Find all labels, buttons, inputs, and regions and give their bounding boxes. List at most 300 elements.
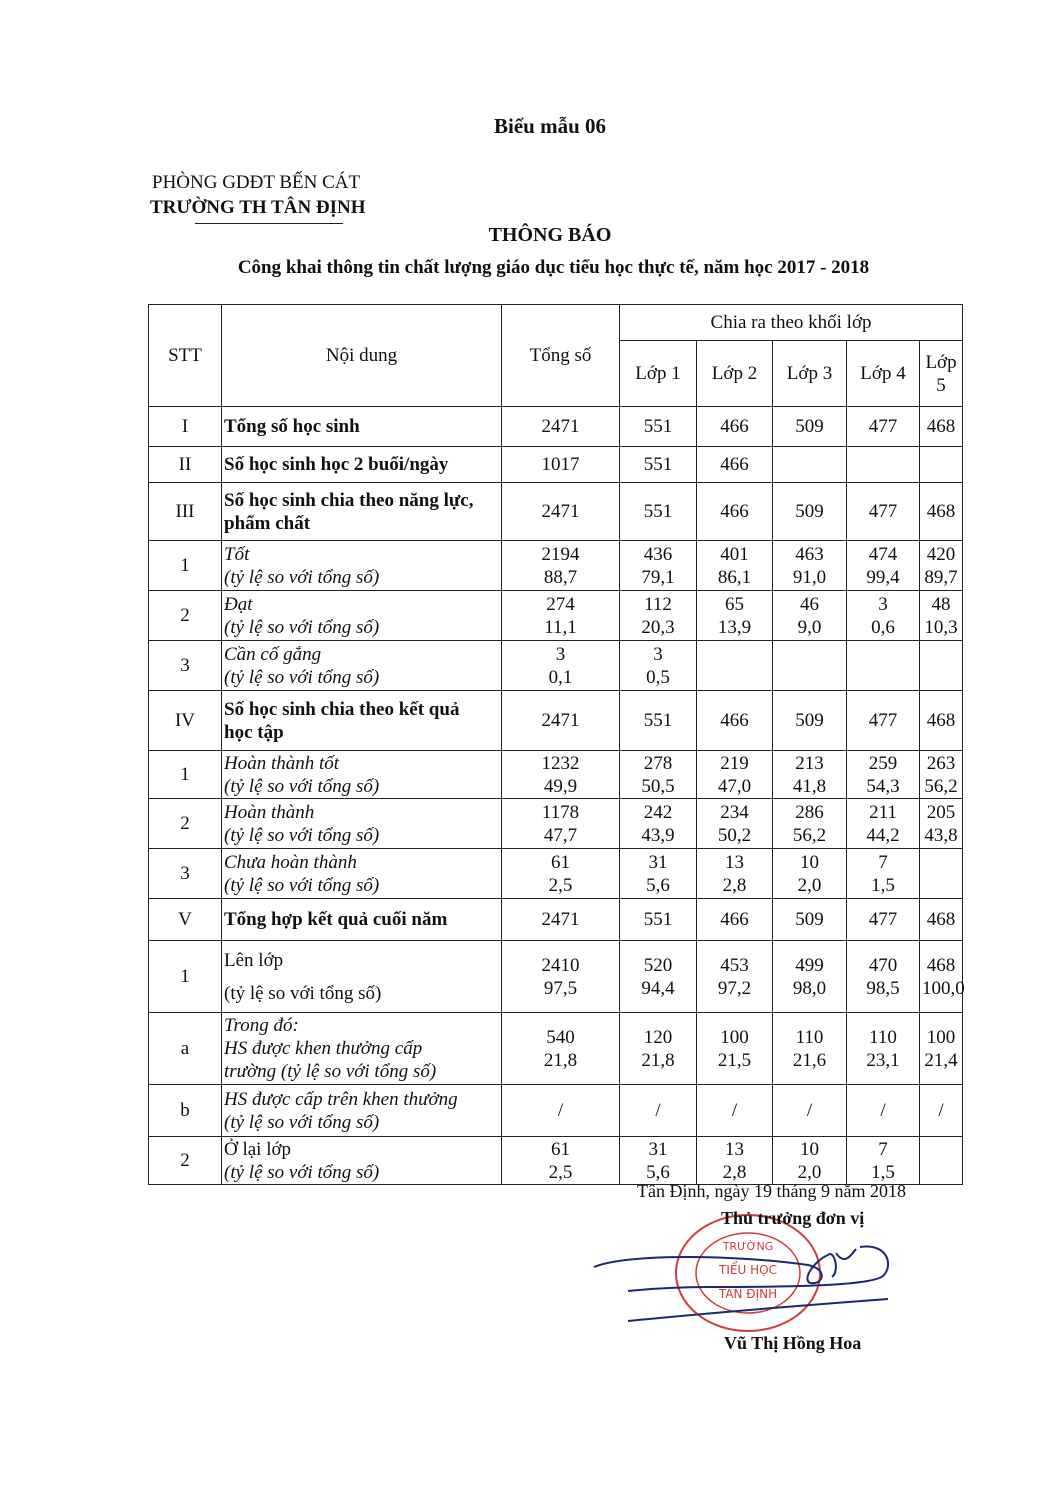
table-row <box>149 641 963 691</box>
value-count: 509 <box>795 501 824 522</box>
value-count: 477 <box>868 501 898 522</box>
value-percent: 21,8 <box>543 1049 578 1071</box>
value-count: 1232 <box>541 752 580 774</box>
cell-total <box>502 591 620 641</box>
value-percent: 0,1 <box>548 666 573 688</box>
cell-grade-3 <box>773 941 847 1013</box>
cell-stt: IV <box>149 691 222 751</box>
content-line: Chưa hoàn thành <box>224 851 357 873</box>
content-line: Tốt <box>224 543 250 565</box>
value-count: 520 <box>643 954 673 976</box>
value-percent: 44,2 <box>866 824 900 846</box>
content-line: học tập <box>224 721 284 743</box>
cell-grade-4 <box>847 591 920 641</box>
value-percent: 21,6 <box>792 1049 827 1071</box>
content-line: Số học sinh chia theo năng lực, <box>224 489 474 511</box>
cell-grade-2 <box>697 899 773 941</box>
value-percent: 2,5 <box>548 1161 573 1183</box>
value-count: 61 <box>551 851 570 873</box>
value-count: 466 <box>720 416 749 437</box>
cell-total <box>502 1085 620 1137</box>
value-percent: 98,5 <box>866 977 900 999</box>
stamp-line-1: TRƯỜNG <box>722 1240 774 1253</box>
value-count: 470 <box>868 954 898 976</box>
value-count: 3 <box>555 643 566 665</box>
cell-stt: III <box>149 483 222 541</box>
value-count: 540 <box>546 1026 575 1048</box>
content-line: Đạt <box>224 593 253 615</box>
cell-grade-2 <box>697 849 773 899</box>
cell-content <box>222 849 502 899</box>
value-count: 551 <box>643 501 673 522</box>
value-count: 477 <box>868 909 898 930</box>
table-body <box>149 407 963 1185</box>
cell-total <box>502 641 620 691</box>
value-count: 551 <box>643 710 673 731</box>
value-percent: 50,5 <box>641 775 675 797</box>
value-percent: 2,8 <box>722 1161 747 1183</box>
cell-grade-3 <box>773 407 847 447</box>
value-percent: 97,2 <box>717 977 752 999</box>
value-count: 551 <box>643 454 673 475</box>
value-count: 31 <box>648 1138 668 1160</box>
value-count: 3 <box>878 593 888 615</box>
cell-grade-5 <box>920 1013 963 1085</box>
cell-grade-2 <box>697 1137 773 1185</box>
value-percent: 0,6 <box>871 616 895 638</box>
value-percent: 1,5 <box>871 1161 895 1183</box>
content-line: (tỷ lệ so với tổng số) <box>224 982 382 1004</box>
value-percent: 20,3 <box>641 616 675 638</box>
content-line: Số học sinh học 2 buổi/ngày <box>224 454 449 475</box>
cell-stt: 3 <box>149 641 222 691</box>
cell-grade-3 <box>773 1085 847 1137</box>
cell-grade-4 <box>847 1137 920 1185</box>
cell-content <box>222 407 502 447</box>
cell-grade-5 <box>920 447 963 483</box>
value-count: 468 <box>926 416 956 437</box>
value-percent: 50,2 <box>717 824 752 846</box>
content-line: (tỷ lệ so với tổng số) <box>224 1161 380 1183</box>
value-count: 2471 <box>541 501 580 522</box>
value-percent: 100,0 <box>922 977 965 999</box>
cell-grade-2 <box>697 1085 773 1137</box>
cell-grade-3 <box>773 849 847 899</box>
value-percent: 2,5 <box>548 874 573 896</box>
cell-total <box>502 407 620 447</box>
value-count: 110 <box>869 1026 897 1048</box>
cell-grade-1 <box>620 447 697 483</box>
value-percent: 10,3 <box>924 616 958 638</box>
table-row <box>149 849 963 899</box>
cell-grade-5 <box>920 591 963 641</box>
cell-grade-5 <box>920 407 963 447</box>
cell-grade-5 <box>920 641 963 691</box>
cell-grade-3 <box>773 483 847 541</box>
value-count: 100 <box>926 1026 956 1048</box>
content-line: trường (tỷ lệ so với tổng số) <box>224 1061 437 1082</box>
cell-grade-4 <box>847 483 920 541</box>
value-percent: 5,6 <box>646 874 670 896</box>
value-count: 436 <box>643 543 673 565</box>
cell-content <box>222 1137 502 1185</box>
content-line: Trong đó: <box>224 1015 299 1036</box>
value-percent: 21,5 <box>717 1049 752 1071</box>
cell-grade-4 <box>847 407 920 447</box>
signer-title: Thủ trưởng đơn vị <box>721 1208 865 1228</box>
cell-total <box>502 541 620 591</box>
cell-grade-5 <box>920 849 963 899</box>
cell-grade-1 <box>620 541 697 591</box>
value-count: 10 <box>800 1138 819 1160</box>
value-percent: 5,6 <box>646 1161 670 1183</box>
value-count: 509 <box>795 909 824 930</box>
content-line: Tổng số học sinh <box>224 416 360 437</box>
notice-subtitle: Công khai thông tin chất lượng giáo dục tiểu học thực tế, năm học 2017 - 2018 <box>237 257 870 278</box>
cell-total <box>502 691 620 751</box>
cell-stt: I <box>149 407 222 447</box>
value-count: 2471 <box>541 909 580 930</box>
value-count: 263 <box>926 752 956 774</box>
table-row <box>149 407 963 447</box>
value-percent: 9,0 <box>797 616 822 638</box>
cell-grade-5 <box>920 941 963 1013</box>
content-line: phẩm chất <box>224 512 311 534</box>
cell-grade-5 <box>920 1085 963 1137</box>
value-count: 499 <box>795 954 824 976</box>
table-row <box>149 541 963 591</box>
value-percent: 79,1 <box>641 566 675 588</box>
cell-grade-2 <box>697 799 773 849</box>
table-row <box>149 691 963 751</box>
value-count: / <box>557 1100 564 1121</box>
cell-total <box>502 941 620 1013</box>
cell-grade-2 <box>697 541 773 591</box>
cell-grade-3 <box>773 1013 847 1085</box>
value-count: 46 <box>800 593 819 615</box>
form-label: Biểu mẫu 06 <box>493 114 606 138</box>
cell-grade-4 <box>847 691 920 751</box>
cell-grade-1 <box>620 1137 697 1185</box>
value-count: 7 <box>878 1138 888 1160</box>
value-percent: 94,4 <box>641 977 675 999</box>
value-count: 2471 <box>541 416 580 437</box>
cell-grade-2 <box>697 941 773 1013</box>
value-percent: 41,8 <box>792 775 827 797</box>
value-count: 13 <box>725 1138 744 1160</box>
cell-grade-2 <box>697 641 773 691</box>
cell-grade-4 <box>847 941 920 1013</box>
table-row <box>149 447 963 483</box>
cell-grade-1 <box>620 641 697 691</box>
value-count: 65 <box>725 593 744 615</box>
header-total: Tổng số <box>502 305 620 407</box>
value-percent: 91,0 <box>792 566 827 588</box>
cell-grade-4 <box>847 849 920 899</box>
content-line: (tỷ lệ so với tổng số) <box>224 616 380 638</box>
content-line: (tỷ lệ so với tổng số) <box>224 1111 380 1133</box>
cell-grade-4 <box>847 1013 920 1085</box>
content-line: HS được cấp trên khen thưởng <box>224 1088 458 1110</box>
value-count: 474 <box>868 543 898 565</box>
value-percent: 43,9 <box>641 824 675 846</box>
value-count: 2194 <box>541 543 580 565</box>
cell-stt: 2 <box>149 1137 222 1185</box>
value-count: 100 <box>720 1026 749 1048</box>
value-percent: 98,0 <box>792 977 827 999</box>
content-line: Lên lớp <box>224 949 284 971</box>
value-count: 234 <box>720 801 749 823</box>
cell-grade-3 <box>773 447 847 483</box>
cell-grade-4 <box>847 751 920 799</box>
cell-grade-5 <box>920 541 963 591</box>
cell-grade-2 <box>697 751 773 799</box>
cell-stt: 1 <box>149 751 222 799</box>
cell-content <box>222 941 502 1013</box>
cell-stt: a <box>149 1013 222 1085</box>
value-percent: 54,3 <box>866 775 900 797</box>
signer-name: Vũ Thị Hồng Hoa <box>724 1333 862 1353</box>
value-count: / <box>806 1100 813 1121</box>
quality-table <box>148 304 963 1185</box>
value-percent: 13,9 <box>717 616 752 638</box>
header-grade-4: Lớp 4 <box>847 341 920 407</box>
cell-content <box>222 1013 502 1085</box>
cell-grade-2 <box>697 407 773 447</box>
cell-content <box>222 1085 502 1137</box>
value-count: 420 <box>926 543 956 565</box>
date-line: Tân Định, ngày 19 tháng 9 năm 2018 <box>637 1181 906 1201</box>
value-percent: 21,4 <box>924 1049 958 1071</box>
value-count: 551 <box>643 909 673 930</box>
value-count: / <box>655 1100 661 1121</box>
cell-stt: 2 <box>149 591 222 641</box>
value-percent: 21,8 <box>641 1049 675 1071</box>
cell-grade-1 <box>620 751 697 799</box>
value-count: 3 <box>653 643 663 665</box>
value-count: 2471 <box>541 710 580 731</box>
value-count: 10 <box>800 851 819 873</box>
cell-stt: 3 <box>149 849 222 899</box>
value-percent: 23,1 <box>866 1049 900 1071</box>
value-count: 453 <box>720 954 749 976</box>
cell-grade-1 <box>620 591 697 641</box>
value-count: 509 <box>795 710 824 731</box>
value-percent: 2,0 <box>797 874 822 896</box>
cell-grade-3 <box>773 591 847 641</box>
value-count: 466 <box>720 909 749 930</box>
value-count: 2410 <box>541 954 580 976</box>
content-line: Cần cố gắng <box>224 643 322 665</box>
value-percent: 86,1 <box>717 566 752 588</box>
value-count: 259 <box>868 752 898 774</box>
cell-stt: 1 <box>149 941 222 1013</box>
cell-grade-3 <box>773 799 847 849</box>
value-percent: 11,1 <box>544 616 577 638</box>
value-count: 509 <box>795 416 824 437</box>
value-count: 1178 <box>541 801 580 823</box>
cell-grade-2 <box>697 1013 773 1085</box>
content-line: Ở lại lớp <box>224 1138 292 1160</box>
cell-total <box>502 1137 620 1185</box>
header-grade-group: Chia ra theo khối lớp <box>620 305 963 341</box>
cell-stt: 1 <box>149 541 222 591</box>
school-name: TRƯỜNG TH TÂN ĐỊNH <box>150 197 366 218</box>
value-count: 205 <box>926 801 956 823</box>
value-count: 468 <box>926 501 956 522</box>
value-count: 401 <box>720 543 749 565</box>
cell-grade-3 <box>773 899 847 941</box>
value-count: 1017 <box>541 454 580 475</box>
value-count: 13 <box>725 851 744 873</box>
value-count: 242 <box>643 801 673 823</box>
cell-grade-1 <box>620 483 697 541</box>
cell-grade-1 <box>620 1013 697 1085</box>
cell-grade-4 <box>847 799 920 849</box>
header-grade-3: Lớp 3 <box>773 341 847 407</box>
value-count: 31 <box>648 851 668 873</box>
cell-grade-3 <box>773 541 847 591</box>
content-line: (tỷ lệ so với tổng số) <box>224 874 380 896</box>
value-percent: 2,8 <box>722 874 747 896</box>
table-row <box>149 1085 963 1137</box>
content-line: Số học sinh chia theo kết quả <box>224 698 460 720</box>
cell-stt: 2 <box>149 799 222 849</box>
table-row <box>149 941 963 1013</box>
content-line: Hoàn thành tốt <box>224 752 340 774</box>
content-line: (tỷ lệ so với tổng số) <box>224 566 380 588</box>
value-percent: 43,8 <box>924 824 958 846</box>
cell-grade-3 <box>773 691 847 751</box>
cell-content <box>222 899 502 941</box>
content-line: Hoàn thành <box>224 801 315 823</box>
cell-grade-1 <box>620 849 697 899</box>
value-count: 468 <box>926 954 956 976</box>
value-percent: 88,7 <box>543 566 578 588</box>
cell-grade-5 <box>920 691 963 751</box>
cell-stt: b <box>149 1085 222 1137</box>
cell-grade-4 <box>847 899 920 941</box>
value-count: 286 <box>795 801 824 823</box>
cell-grade-4 <box>847 1085 920 1137</box>
cell-grade-1 <box>620 691 697 751</box>
table-row <box>149 899 963 941</box>
value-count: 213 <box>795 752 824 774</box>
value-percent: 56,2 <box>792 824 827 846</box>
cell-total <box>502 1013 620 1085</box>
header-grade-5: Lớp 5 <box>920 341 963 407</box>
value-count: 477 <box>868 416 898 437</box>
cell-grade-3 <box>773 751 847 799</box>
value-percent: 1,5 <box>871 874 895 896</box>
value-count: 110 <box>795 1026 824 1048</box>
value-count: 219 <box>720 752 749 774</box>
value-count: / <box>938 1100 944 1121</box>
value-percent: 49,9 <box>543 775 578 797</box>
value-percent: 47,7 <box>543 824 578 846</box>
cell-grade-2 <box>697 483 773 541</box>
cell-total <box>502 447 620 483</box>
cell-grade-1 <box>620 1085 697 1137</box>
cell-grade-1 <box>620 941 697 1013</box>
value-count: 211 <box>869 801 897 823</box>
cell-content <box>222 691 502 751</box>
value-count: 551 <box>643 416 673 437</box>
notice-title: THÔNG BÁO <box>488 224 612 246</box>
header-content: Nội dung <box>222 305 502 407</box>
value-percent: 56,2 <box>924 775 958 797</box>
cell-grade-4 <box>847 541 920 591</box>
header-grade-2: Lớp 2 <box>697 341 773 407</box>
cell-grade-5 <box>920 899 963 941</box>
cell-grade-3 <box>773 641 847 691</box>
value-percent: 2,0 <box>797 1161 822 1183</box>
cell-grade-1 <box>620 799 697 849</box>
content-line: (tỷ lệ so với tổng số) <box>224 775 380 797</box>
cell-content <box>222 641 502 691</box>
cell-total <box>502 899 620 941</box>
cell-grade-2 <box>697 691 773 751</box>
value-count: 466 <box>720 501 749 522</box>
cell-content <box>222 591 502 641</box>
table-row <box>149 591 963 641</box>
cell-stt: V <box>149 899 222 941</box>
stamp-line-2: TIỂU HỌC <box>719 1263 777 1277</box>
cell-grade-2 <box>697 591 773 641</box>
signature <box>588 1235 898 1335</box>
cell-grade-5 <box>920 1137 963 1185</box>
table-row <box>149 799 963 849</box>
content-line: HS được khen thưởng cấp <box>224 1038 423 1059</box>
value-count: 463 <box>795 543 824 565</box>
value-count: 120 <box>643 1026 673 1048</box>
value-count: 112 <box>644 593 672 615</box>
value-count: / <box>880 1100 886 1121</box>
cell-grade-1 <box>620 407 697 447</box>
cell-content <box>222 799 502 849</box>
content-line: (tỷ lệ so với tổng số) <box>224 666 380 688</box>
cell-grade-5 <box>920 751 963 799</box>
value-percent: 99,4 <box>866 566 900 588</box>
cell-total <box>502 483 620 541</box>
cell-total <box>502 849 620 899</box>
header-stt: STT <box>149 305 222 407</box>
table-row <box>149 751 963 799</box>
value-count: 466 <box>720 710 749 731</box>
value-count: 274 <box>546 593 575 615</box>
value-percent: 0,5 <box>646 666 670 688</box>
cell-grade-4 <box>847 447 920 483</box>
cell-grade-3 <box>773 1137 847 1185</box>
value-percent: 89,7 <box>924 566 958 588</box>
cell-content <box>222 483 502 541</box>
cell-grade-2 <box>697 447 773 483</box>
cell-content <box>222 541 502 591</box>
table-row <box>149 1137 963 1185</box>
value-count: 61 <box>551 1138 570 1160</box>
value-count: 48 <box>931 593 951 615</box>
value-count: 468 <box>926 909 956 930</box>
cell-content <box>222 751 502 799</box>
value-percent: 47,0 <box>717 775 752 797</box>
value-count: 7 <box>878 851 888 873</box>
cell-content <box>222 447 502 483</box>
cell-grade-4 <box>847 641 920 691</box>
content-line: Tổng hợp kết quả cuối năm <box>224 909 448 930</box>
cell-total <box>502 799 620 849</box>
cell-grade-5 <box>920 483 963 541</box>
stamp-line-3: TÂN ĐỊNH <box>718 1287 778 1301</box>
